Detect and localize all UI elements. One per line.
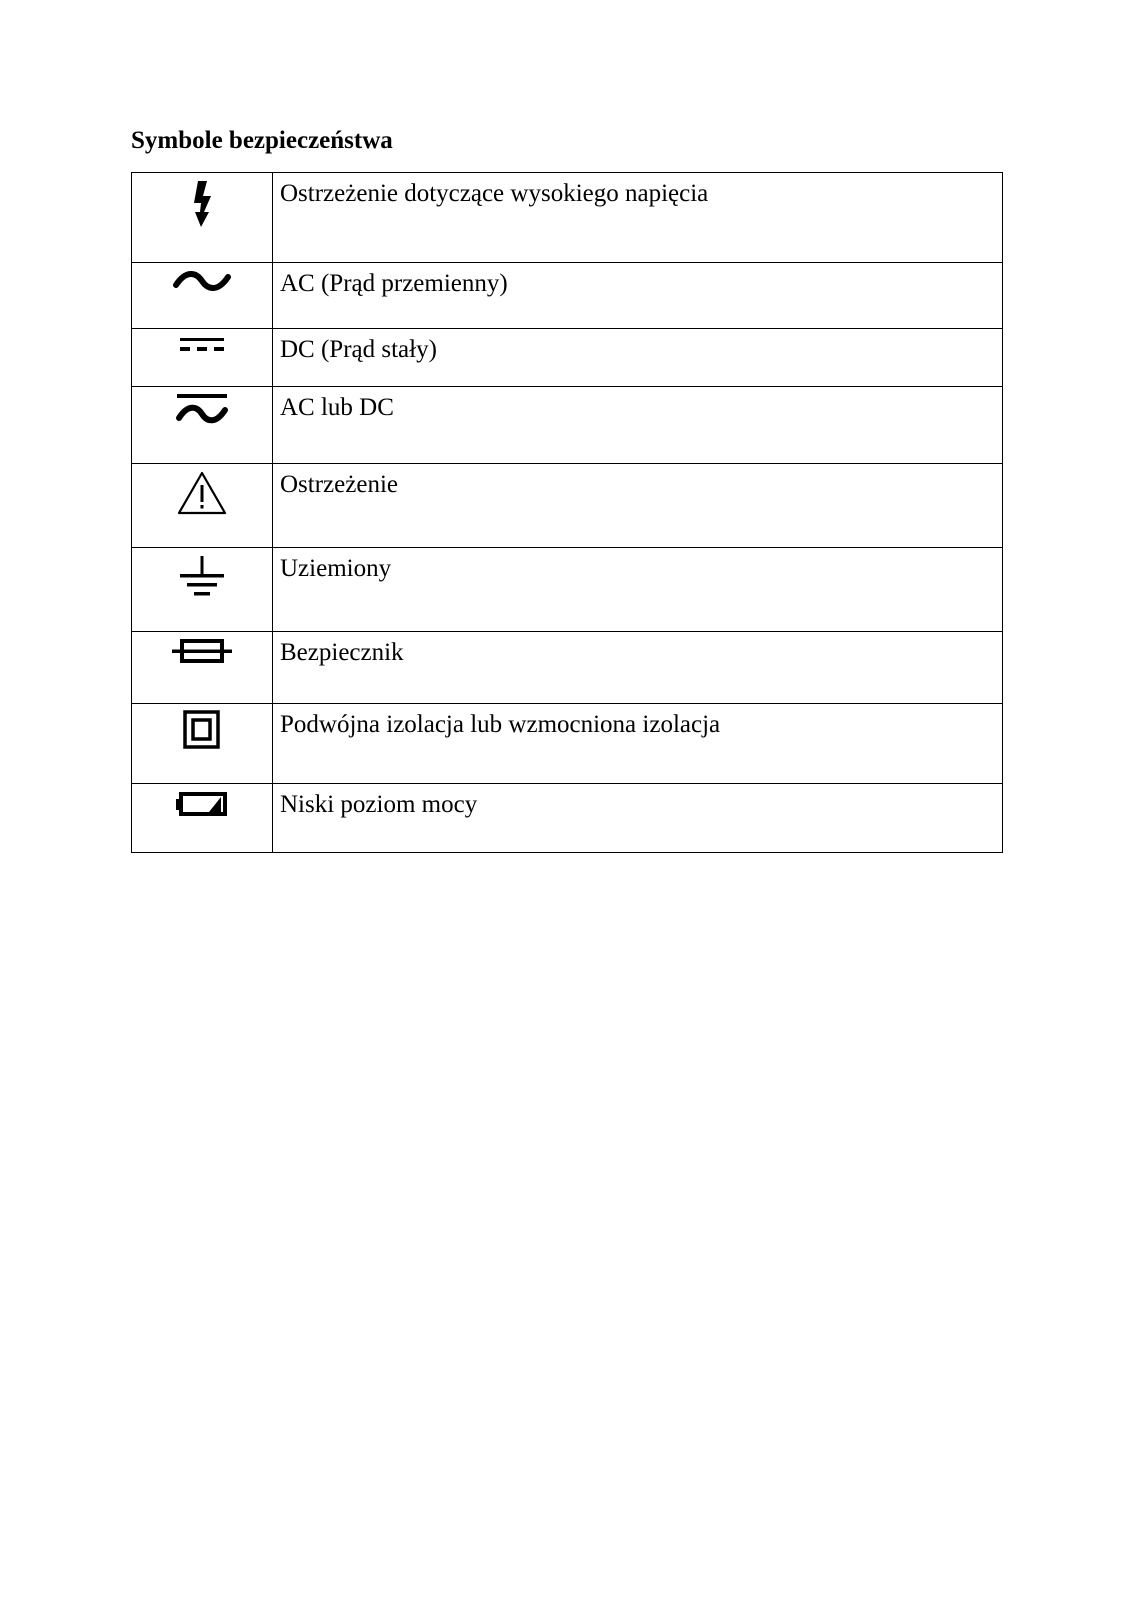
table-row <box>132 632 1003 704</box>
symbol-cell <box>132 548 273 632</box>
table-row <box>132 704 1003 784</box>
table-row <box>132 464 1003 548</box>
symbol-cell <box>132 632 273 704</box>
double-insulation-icon <box>132 708 272 752</box>
symbol-description: Podwójna izolacja lub wzmocniona izolacja <box>273 704 1003 784</box>
high-voltage-icon <box>132 179 272 229</box>
symbol-description: AC (Prąd przemienny) <box>273 263 1003 329</box>
fuse-icon <box>132 637 272 667</box>
table-row <box>132 263 1003 329</box>
ac-dc-icon <box>132 391 272 429</box>
symbol-description: Uziemiony <box>273 548 1003 632</box>
table-row <box>132 784 1003 853</box>
symbol-cell <box>132 464 273 548</box>
page-title: Symbole bezpieczeństwa <box>131 127 393 154</box>
symbol-cell <box>132 704 273 784</box>
table-row <box>132 387 1003 464</box>
symbol-cell <box>132 784 273 853</box>
warning-icon <box>132 470 272 516</box>
ac-icon <box>132 268 272 294</box>
safety-symbols-table <box>131 172 1003 853</box>
symbol-description: AC lub DC <box>273 387 1003 464</box>
ground-icon <box>132 554 272 598</box>
symbol-cell <box>132 263 273 329</box>
symbol-description: Bezpiecznik <box>273 632 1003 704</box>
symbol-description: Ostrzeżenie <box>273 464 1003 548</box>
dc-icon <box>132 335 272 355</box>
symbol-description: Ostrzeżenie dotyczące wysokiego napięcia <box>273 173 1003 263</box>
symbol-description: DC (Prąd stały) <box>273 329 1003 387</box>
symbol-cell <box>132 387 273 464</box>
table-row <box>132 173 1003 263</box>
symbol-cell <box>132 329 273 387</box>
symbol-description: Niski poziom mocy <box>273 784 1003 853</box>
symbol-cell <box>132 173 273 263</box>
low-battery-icon <box>132 790 272 820</box>
table-row <box>132 329 1003 387</box>
table-row <box>132 548 1003 632</box>
